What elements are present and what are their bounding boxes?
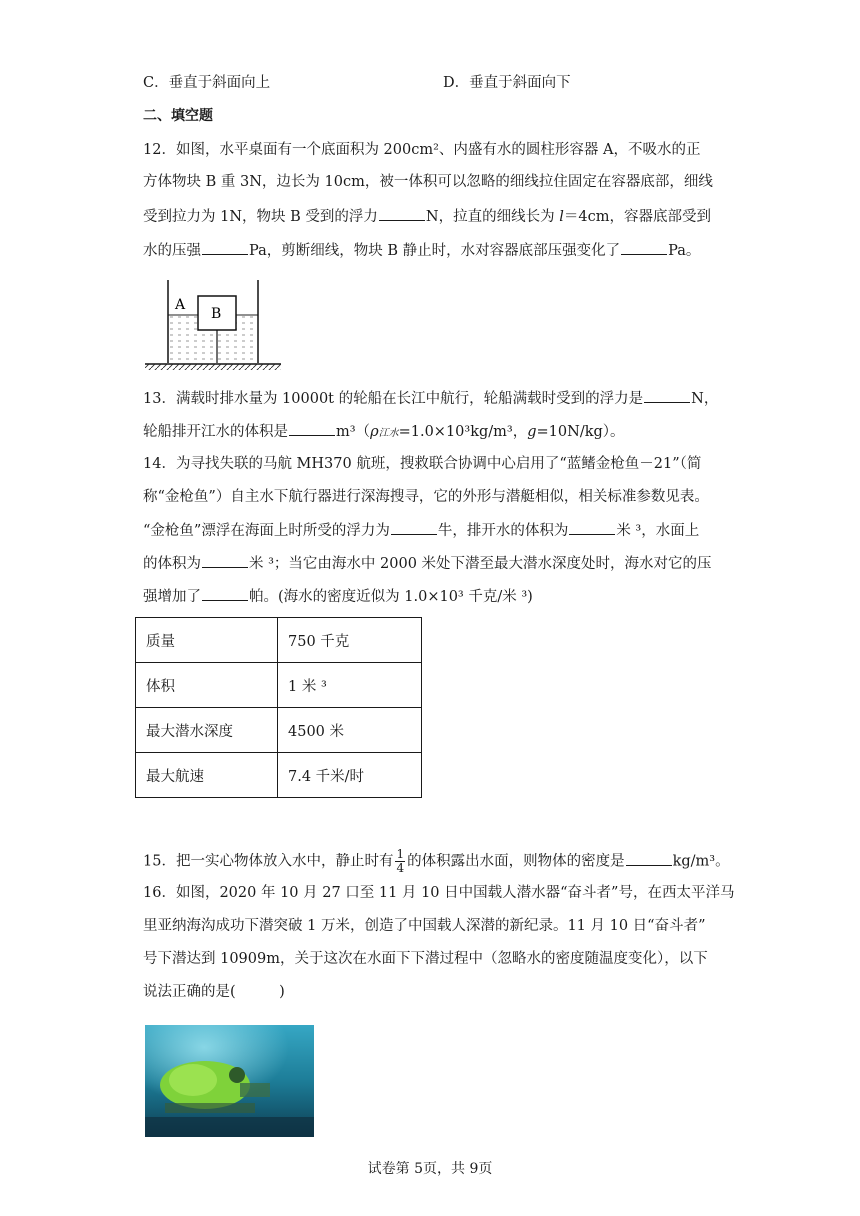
option-c: C．垂直于斜面向上 <box>143 75 271 91</box>
table-cell-key: 最大航速 <box>136 753 278 798</box>
q12-text: N，拉直的细线长为 <box>425 209 560 225</box>
q13-text: m³（ <box>336 424 371 440</box>
q12-line-1: 12．如图，水平桌面有一个底面积为 200cm²、内盛有水的圆柱形容器 A，不吸水的正 <box>143 142 701 158</box>
q16-line-2: 里亚纳海沟成功下潜突破 1 万米，创造了中国载人深潜的新纪录。11 月 10 日“奋斗者” <box>143 918 706 934</box>
table-cell-key: 质量 <box>136 618 278 663</box>
q14-text: 牛，排开水的体积为 <box>437 523 569 539</box>
q14-line-3 <box>143 520 699 541</box>
table-row <box>136 618 422 663</box>
q12-line-4 <box>143 240 700 261</box>
rho-subscript: 江水 <box>378 428 399 439</box>
fraction-denominator: 4 <box>396 861 405 875</box>
q14-line-4 <box>143 553 712 574</box>
fraction <box>395 848 405 875</box>
q13-text: 轮船排开江水的体积是 <box>143 424 288 440</box>
q12-text: Pa，剪断细线，物块 B 静止时，水对容器底部压强变化了 <box>249 243 621 259</box>
q13-text: =10N/kg）。 <box>536 424 625 440</box>
q12-text: 水的压强 <box>143 243 201 259</box>
q13-text: N， <box>691 391 719 407</box>
table-row <box>136 708 422 753</box>
answer-blank[interactable] <box>202 586 248 601</box>
table-cell-value: 7.4 千米/时 <box>278 753 422 798</box>
submersible-window <box>229 1067 245 1083</box>
q14-text: 的体积为 <box>143 556 201 572</box>
table-row <box>136 753 422 798</box>
g-symbol: g <box>527 424 537 440</box>
answer-blank[interactable] <box>569 520 615 535</box>
q13-text: 13．满载时排水量为 10000t 的轮船在长江中航行，轮船满载时受到的浮力是 <box>143 391 644 407</box>
table-row <box>136 663 422 708</box>
rho-symbol: ρ <box>370 424 379 440</box>
container-figure <box>145 278 285 370</box>
answer-blank[interactable] <box>289 421 335 436</box>
table-cell-key: 最大潜水深度 <box>136 708 278 753</box>
q12-text: Pa。 <box>668 243 701 259</box>
q14-line-1: 14．为寻找失联的马航 MH370 航班，搜救联合协调中心启用了“蓝鳍金枪鱼－21”（简 <box>143 456 702 472</box>
q13-line-1 <box>143 388 718 409</box>
q16-line-1: 16．如图，2020 年 10 月 27 口至 11 月 10 日中国载人潜水器“奋斗者”号，在西太平洋马 <box>143 885 735 901</box>
q12-line-2: 方体物块 B 重 3N，边长为 10cm，被一体积可以忽略的细线拉住固定在容器底部，细线 <box>143 174 713 190</box>
q14-text: 强增加了 <box>143 589 201 605</box>
q14-line-5 <box>143 586 533 607</box>
answer-blank[interactable] <box>391 520 437 535</box>
q14-text: 帕。(海水的密度近似为 1.0×10³ 千克/米 ³) <box>249 589 533 605</box>
q15-text: kg/m³。 <box>672 853 730 870</box>
answer-blank[interactable] <box>626 851 672 866</box>
q12-text: ＝4cm，容器底部受到 <box>563 209 711 225</box>
section-title: 二、填空题 <box>143 108 213 124</box>
parameter-table <box>135 617 422 798</box>
label-a: A <box>175 297 186 313</box>
q15-text: 的体积露出水面，则物体的密度是 <box>407 853 625 870</box>
q14-text: 米 ³，水面上 <box>616 523 700 539</box>
q15-text: 15．把一实心物体放入水中，静止时有 <box>143 853 394 870</box>
label-b: B <box>211 306 222 322</box>
q16-line-3: 号下潜达到 10909m，关于这次在水面下下潜过程中（忽略水的密度随温度变化），以下 <box>143 951 708 967</box>
table-cell-value: 4500 米 <box>278 708 422 753</box>
q15-line <box>143 848 730 875</box>
q13-line-2 <box>143 421 625 444</box>
q14-text: 米 ³；当它由海水中 2000 米处下潜至最大潜水深度处时，海水对它的压 <box>249 556 712 572</box>
table-cell-value: 1 米 ³ <box>278 663 422 708</box>
q12-text: 受到拉力为 1N，物块 B 受到的浮力 <box>143 209 378 225</box>
table-cell-value: 750 千克 <box>278 618 422 663</box>
q13-text: =1.0×10³kg/m³， <box>398 424 528 440</box>
page-footer: 试卷第 5页，共 9页 <box>367 1161 493 1177</box>
answer-blank[interactable] <box>379 206 425 221</box>
q12-line-3 <box>143 206 711 227</box>
answer-blank[interactable] <box>202 553 248 568</box>
option-d: D．垂直于斜面向下 <box>443 75 571 91</box>
q14-line-2: 称“金枪鱼”）自主水下航行器进行深海搜寻，它的外形与潜艇相似，相关标准参数见表。 <box>143 489 709 505</box>
q16-line-4: 说法正确的是( ) <box>143 984 285 1000</box>
table-cell-key: 体积 <box>136 663 278 708</box>
answer-blank[interactable] <box>202 240 248 255</box>
q14-text: “金枪鱼”漂浮在海面上时所受的浮力为 <box>143 523 390 539</box>
fraction-numerator: 1 <box>396 847 405 861</box>
submersible-photo <box>145 1025 314 1137</box>
answer-blank[interactable] <box>621 240 667 255</box>
table-hatch <box>145 364 281 370</box>
answer-blank[interactable] <box>644 388 690 403</box>
q12-var-l: l <box>559 209 564 225</box>
